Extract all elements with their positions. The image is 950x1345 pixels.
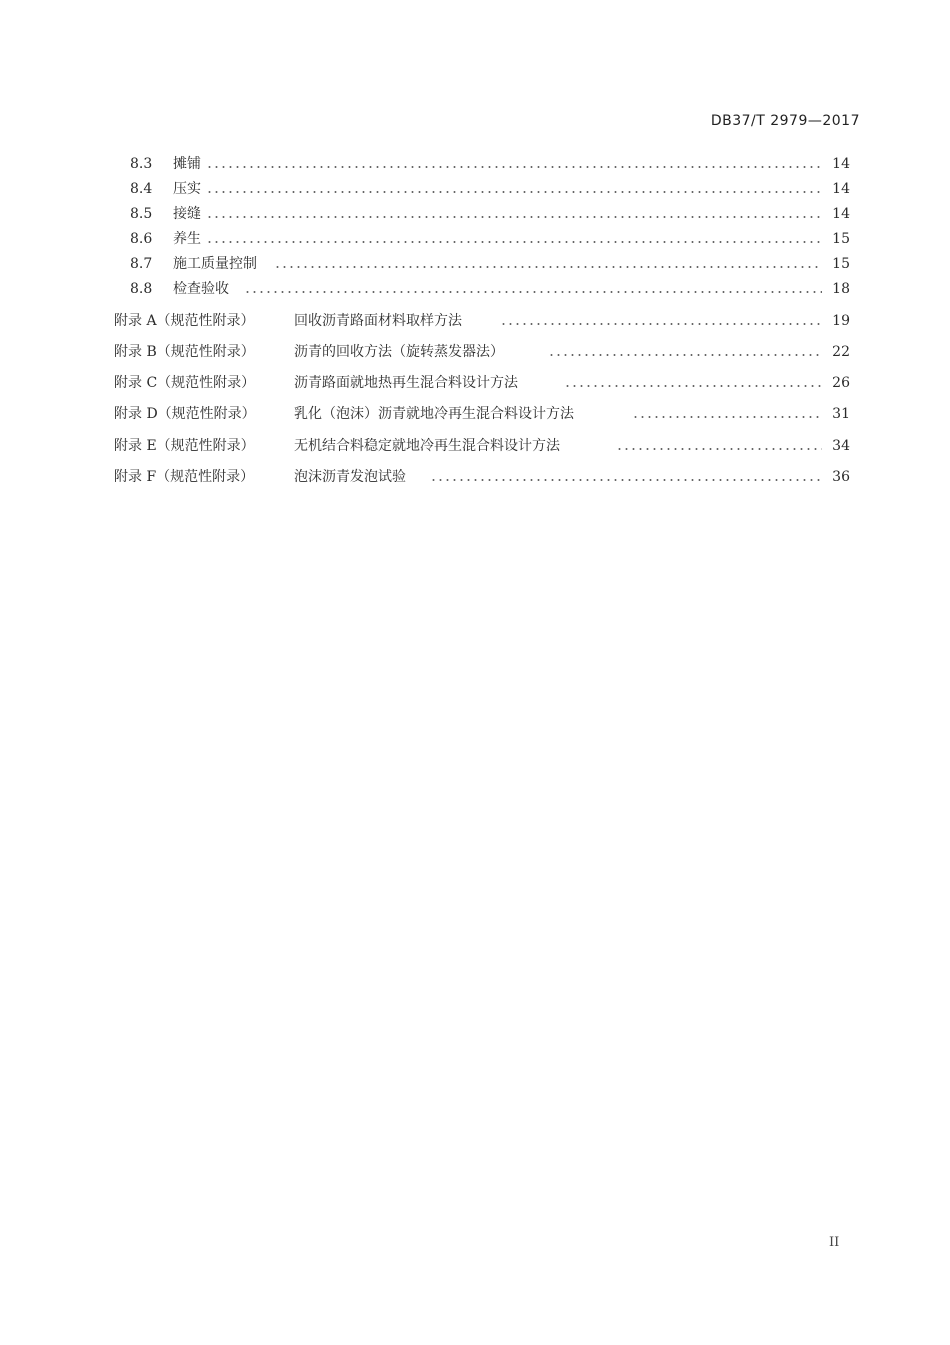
toc-entry-page: 14: [832, 156, 850, 172]
page-number: II: [829, 1235, 840, 1250]
toc-entry-number: 8.7: [130, 256, 153, 272]
toc-entry-number: 8.3: [130, 156, 153, 172]
appendix-label: 附录 D（规范性附录）: [114, 406, 256, 422]
toc-entry-8-7[interactable]: [0, 254, 950, 274]
dot-leader: [632, 416, 822, 418]
appendix-label: 附录 F（规范性附录）: [114, 469, 255, 485]
toc-entry-number: 8.4: [130, 181, 153, 197]
toc-entry-number: 8.5: [130, 206, 153, 222]
appendix-title: 沥青路面就地热再生混合料设计方法: [294, 373, 521, 393]
dot-leader: [244, 291, 822, 293]
dot-leader: [206, 166, 822, 168]
standard-code: DB37/T 2979—2017: [710, 113, 860, 129]
toc-appendix-c[interactable]: [0, 373, 950, 393]
appendix-page: 26: [832, 375, 850, 391]
appendix-title: 无机结合料稳定就地冷再生混合料设计方法: [294, 436, 563, 456]
toc-appendix-b[interactable]: [0, 342, 950, 362]
toc-appendix-f[interactable]: [0, 467, 950, 487]
toc-entry-title: 检查验收: [173, 279, 232, 299]
dot-leader: [548, 354, 822, 356]
dot-leader: [206, 191, 822, 193]
toc-entry-title: 接缝: [173, 204, 204, 224]
appendix-label: 附录 C（规范性附录）: [114, 375, 256, 391]
toc-entry-number: 8.8: [130, 281, 153, 297]
appendix-page: 31: [832, 406, 850, 422]
appendix-label: 附录 E（规范性附录）: [114, 438, 255, 454]
toc-entry-page: 15: [832, 256, 850, 272]
toc-entry-8-8[interactable]: [0, 279, 950, 299]
dot-leader: [500, 323, 822, 325]
toc-appendix-e[interactable]: [0, 436, 950, 456]
dot-leader: [430, 479, 822, 481]
appendix-label: 附录 B（规范性附录）: [114, 344, 255, 360]
toc-entry-title: 养生: [173, 229, 204, 249]
toc-entry-8-6[interactable]: [0, 229, 950, 249]
appendix-title: 泡沫沥青发泡试验: [294, 467, 409, 487]
toc-entry-page: 15: [832, 231, 850, 247]
appendix-page: 34: [832, 438, 850, 454]
toc-entry-page: 14: [832, 181, 850, 197]
toc-entry-8-4[interactable]: [0, 179, 950, 199]
appendix-page: 19: [832, 313, 850, 329]
appendix-title: 回收沥青路面材料取样方法: [294, 311, 465, 331]
appendix-label: 附录 A（规范性附录）: [114, 313, 255, 329]
appendix-page: 36: [832, 469, 850, 485]
dot-leader: [616, 448, 822, 450]
toc-entry-title: 摊铺: [173, 154, 204, 174]
dot-leader: [564, 385, 822, 387]
toc-entry-page: 14: [832, 206, 850, 222]
toc-entry-number: 8.6: [130, 231, 153, 247]
toc-appendix-d[interactable]: [0, 404, 950, 424]
toc-entry-8-3[interactable]: [0, 154, 950, 174]
toc-entry-page: 18: [832, 281, 850, 297]
toc-appendix-a[interactable]: [0, 311, 950, 331]
toc-entry-title: 压实: [173, 179, 204, 199]
dot-leader: [274, 266, 822, 268]
appendix-page: 22: [832, 344, 850, 360]
toc-entry-8-5[interactable]: [0, 204, 950, 224]
appendix-title: 乳化（泡沫）沥青就地冷再生混合料设计方法: [294, 404, 577, 424]
dot-leader: [206, 241, 822, 243]
appendix-title: 沥青的回收方法（旋转蒸发器法）: [294, 342, 507, 362]
dot-leader: [206, 216, 822, 218]
toc-entry-title: 施工质量控制: [173, 254, 260, 274]
